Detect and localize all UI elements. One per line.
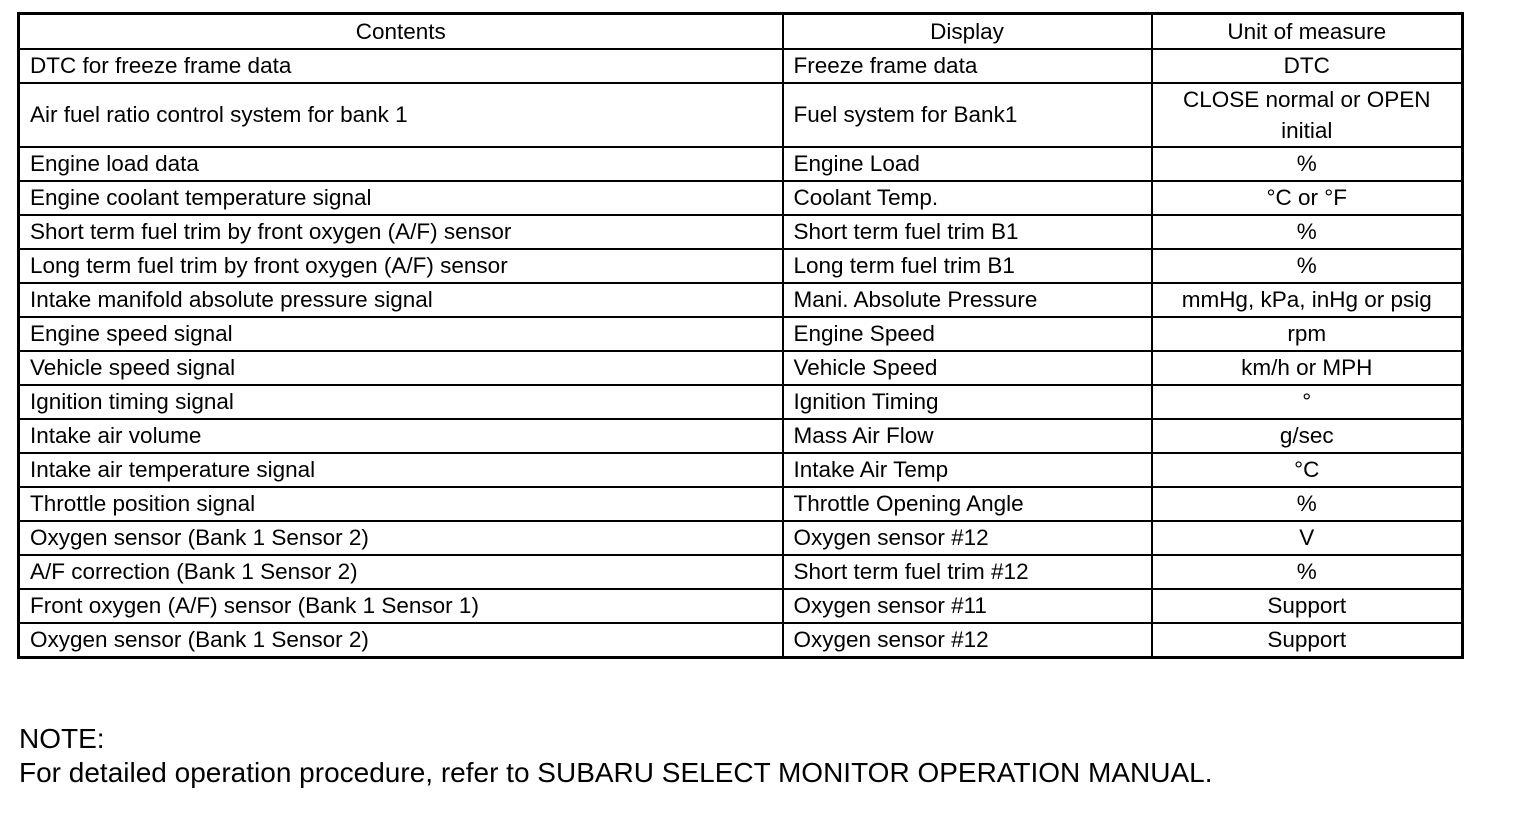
cell-contents: Engine coolant temperature signal [19, 181, 783, 215]
cell-unit: °C [1152, 453, 1463, 487]
cell-contents: Intake air volume [19, 419, 783, 453]
note-label: NOTE: [19, 723, 105, 754]
cell-unit: % [1152, 555, 1463, 589]
table-row [19, 385, 1463, 419]
table-row [19, 589, 1463, 623]
cell-contents: Oxygen sensor (Bank 1 Sensor 2) [19, 623, 783, 658]
cell-unit: rpm [1152, 317, 1463, 351]
cell-unit: km/h or MPH [1152, 351, 1463, 385]
cell-contents: Engine speed signal [19, 317, 783, 351]
cell-display: Throttle Opening Angle [783, 487, 1152, 521]
cell-unit: ° [1152, 385, 1463, 419]
cell-display: Coolant Temp. [783, 181, 1152, 215]
cell-display: Mass Air Flow [783, 419, 1152, 453]
header-display: Display [783, 14, 1152, 50]
table-row [19, 215, 1463, 249]
table-row [19, 555, 1463, 589]
cell-display: Freeze frame data [783, 49, 1152, 83]
cell-contents: Intake air temperature signal [19, 453, 783, 487]
cell-contents: Engine load data [19, 147, 783, 181]
cell-unit: g/sec [1152, 419, 1463, 453]
cell-contents: DTC for freeze frame data [19, 49, 783, 83]
cell-display: Oxygen sensor #12 [783, 521, 1152, 555]
cell-unit: % [1152, 147, 1463, 181]
table-row [19, 487, 1463, 521]
cell-contents: Air fuel ratio control system for bank 1 [19, 83, 783, 147]
cell-display: Short term fuel trim #12 [783, 555, 1152, 589]
cell-display: Short term fuel trim B1 [783, 215, 1152, 249]
cell-unit: Support [1152, 623, 1463, 658]
table-row [19, 249, 1463, 283]
cell-contents: Ignition timing signal [19, 385, 783, 419]
cell-unit: % [1152, 215, 1463, 249]
cell-display: Engine Speed [783, 317, 1152, 351]
cell-contents: Front oxygen (A/F) sensor (Bank 1 Sensor 1) [19, 589, 783, 623]
table-row [19, 521, 1463, 555]
table-header-row [19, 14, 1463, 50]
table-body [19, 49, 1463, 658]
cell-unit: V [1152, 521, 1463, 555]
cell-display: Oxygen sensor #12 [783, 623, 1152, 658]
cell-display: Ignition Timing [783, 385, 1152, 419]
cell-contents: A/F correction (Bank 1 Sensor 2) [19, 555, 783, 589]
cell-display: Mani. Absolute Pressure [783, 283, 1152, 317]
table-row [19, 283, 1463, 317]
cell-unit: Support [1152, 589, 1463, 623]
table-row [19, 317, 1463, 351]
cell-unit: DTC [1152, 49, 1463, 83]
cell-contents: Throttle position signal [19, 487, 783, 521]
table-row [19, 181, 1463, 215]
cell-contents: Long term fuel trim by front oxygen (A/F) sensor [19, 249, 783, 283]
cell-unit: % [1152, 487, 1463, 521]
cell-display: Intake Air Temp [783, 453, 1152, 487]
cell-display: Vehicle Speed [783, 351, 1152, 385]
cell-contents: Vehicle speed signal [19, 351, 783, 385]
cell-unit: CLOSE normal or OPEN initial [1152, 83, 1463, 147]
cell-contents: Oxygen sensor (Bank 1 Sensor 2) [19, 521, 783, 555]
table-row [19, 453, 1463, 487]
note-text: For detailed operation procedure, refer to SUBARU SELECT MONITOR OPERATION MANUAL. [19, 757, 1213, 788]
table-row [19, 351, 1463, 385]
cell-display: Oxygen sensor #11 [783, 589, 1152, 623]
cell-unit: % [1152, 249, 1463, 283]
table-row [19, 83, 1463, 147]
cell-display: Long term fuel trim B1 [783, 249, 1152, 283]
header-unit-of-measure: Unit of measure [1152, 14, 1463, 50]
cell-contents: Short term fuel trim by front oxygen (A/F) sensor [19, 215, 783, 249]
note-block [19, 722, 1213, 790]
cell-display: Engine Load [783, 147, 1152, 181]
cell-contents: Intake manifold absolute pressure signal [19, 283, 783, 317]
cell-unit: mmHg, kPa, inHg or psig [1152, 283, 1463, 317]
cell-unit: °C or °F [1152, 181, 1463, 215]
cell-display: Fuel system for Bank1 [783, 83, 1152, 147]
freeze-frame-data-table [17, 12, 1464, 659]
table-row [19, 623, 1463, 658]
table-row [19, 147, 1463, 181]
table-row [19, 419, 1463, 453]
header-contents: Contents [19, 14, 783, 50]
table-row [19, 49, 1463, 83]
